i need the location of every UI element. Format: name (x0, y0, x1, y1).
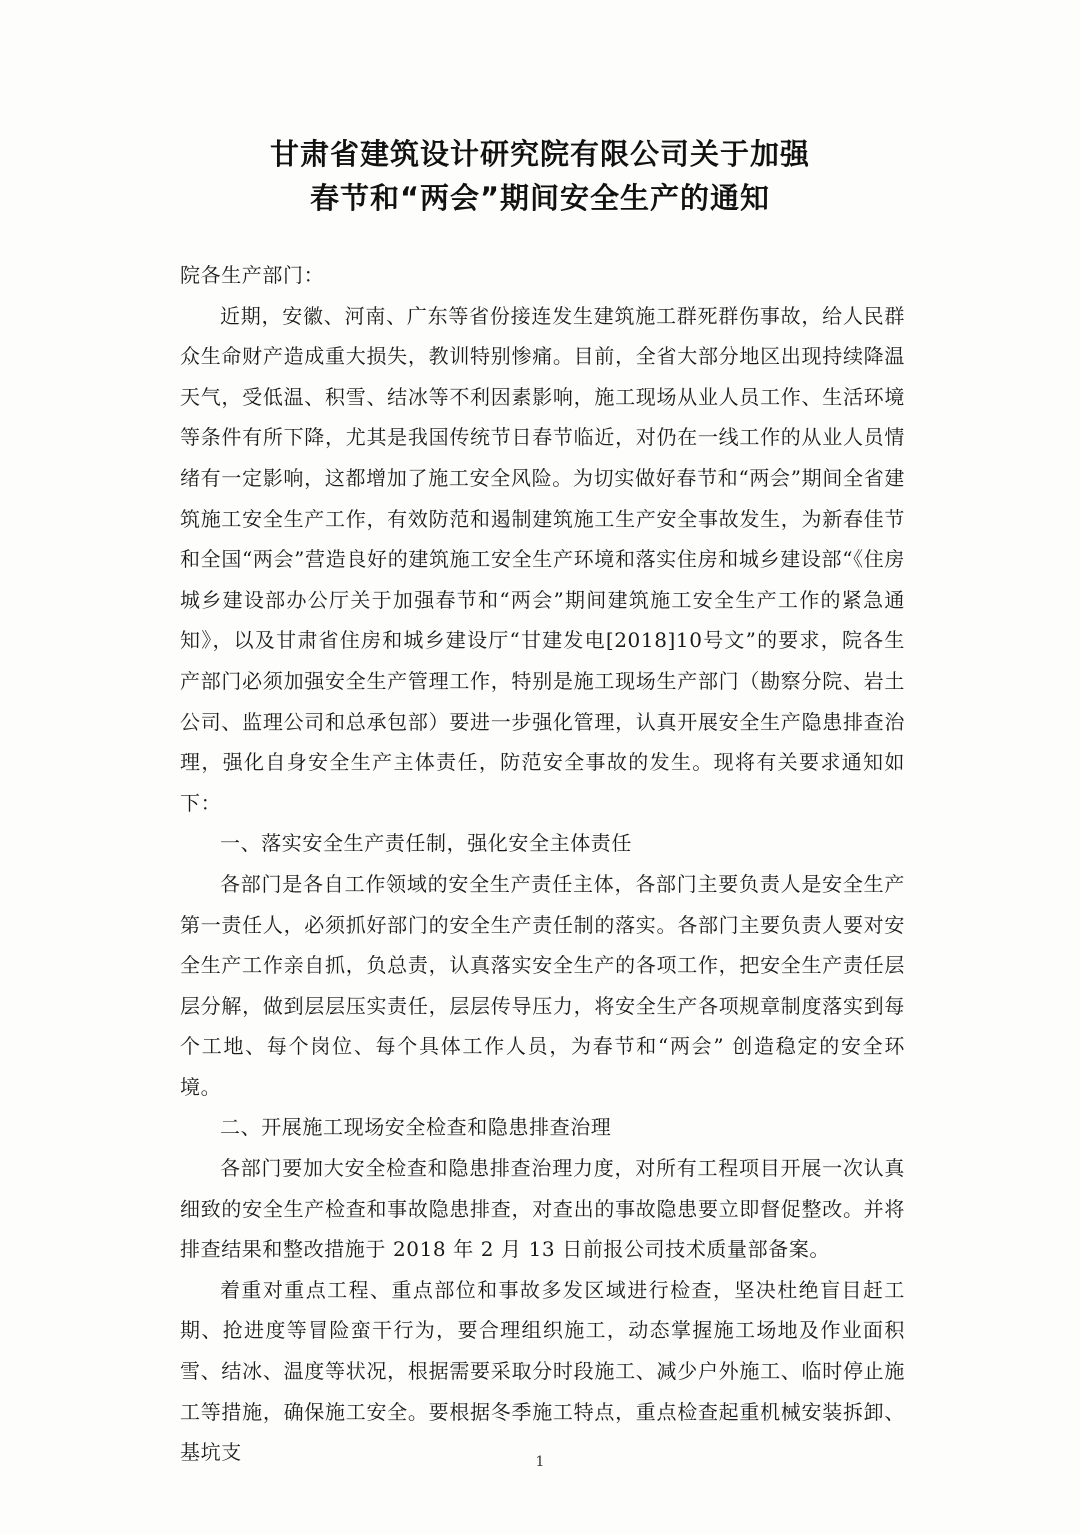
page-number: 1 (535, 1454, 545, 1470)
paragraph-section-2b: 着重对重点工程、重点部位和事故多发区域进行检查，坚决杜绝盲目赶工期、抢进度等冒险蛮干行为，要合理组织施工，动态掌握施工场地及作业面积雪、结冰、温度等状况，根据需要采取分时段施工、减少户外施工、临时停止施工等措施，确保施工安全。要根据冬季施工特点，重点检查起重机械安装拆卸、基坑支 (180, 1277, 905, 1465)
document-title-line-1: 甘肃省建筑设计研究院有限公司关于加强 (269, 137, 810, 171)
section-heading-2: 二、开展施工现场安全检查和隐患排查治理 (220, 1115, 612, 1140)
salutation: 院各生产部门： (180, 263, 325, 287)
paragraph-section-2a: 各部门要加大安全检查和隐患排查治理力度，对所有工程项目开展一次认真细致的安全生产检查和事故隐患排查，对查出的事故隐患要立即督促整改。并将排查结果和整改措施于 2018 年 2 月 13 日前报公司技术质量部备案。 (180, 1156, 905, 1262)
paragraph-intro: 近期，安徽、河南、广东等省份接连发生建筑施工群死群伤事故，给人民群众生命财产造成重大损失，教训特别惨痛。目前，全省大部分地区出现持续降温天气，受低温、积雪、结冰等不利因素影响，施工现场从业人员工作、生活环境等条件有所下降，尤其是我国传统节日春节临近，对仍在一线工作的从业人员情绪有一定影响，这都增加了施工安全风险。为切实做好春节和“两会”期间全省建筑施工安全生产工作，有效防范和遏制建筑施工生产安全事故发生，为新春佳节和全国“两会”营造良好的建筑施工安全生产环境和落实住房和城乡建设部“《住房城乡建设部办公厅关于加强春节和“两会”期间建筑施工安全生产工作的紧急通知》，以及甘肃省住房和城乡建设厅“甘建发电[2018]10号文”的要求，院各生产部门必须加强安全生产管理工作，特别是施工现场生产部门（勘察分院、岩土公司、监理公司和总承包部）要进一步强化管理，认真开展安全生产隐患排查治理，强化自身安全生产主体责任，防范安全事故的发生。现将有关要求通知如下： (180, 303, 905, 815)
document-body (180, 255, 905, 1473)
paragraph-section-1: 各部门是各自工作领域的安全生产责任主体，各部门主要负责人是安全生产第一责任人，必须抓好部门的安全生产责任制的落实。各部门主要负责人要对安全生产工作亲自抓，负总责，认真落实安全生产的各项工作，把安全生产责任层层分解，做到层层压实责任，层层传导压力，将安全生产各项规章制度落实到每个工地、每个岗位、每个具体工作人员，为春节和“两会” 创造稳定的安全环境。 (180, 871, 905, 1099)
document-title-line-2: 春节和“两会”期间安全生产的通知 (309, 181, 771, 215)
section-heading-1: 一、落实安全生产责任制，强化安全主体责任 (220, 831, 632, 856)
